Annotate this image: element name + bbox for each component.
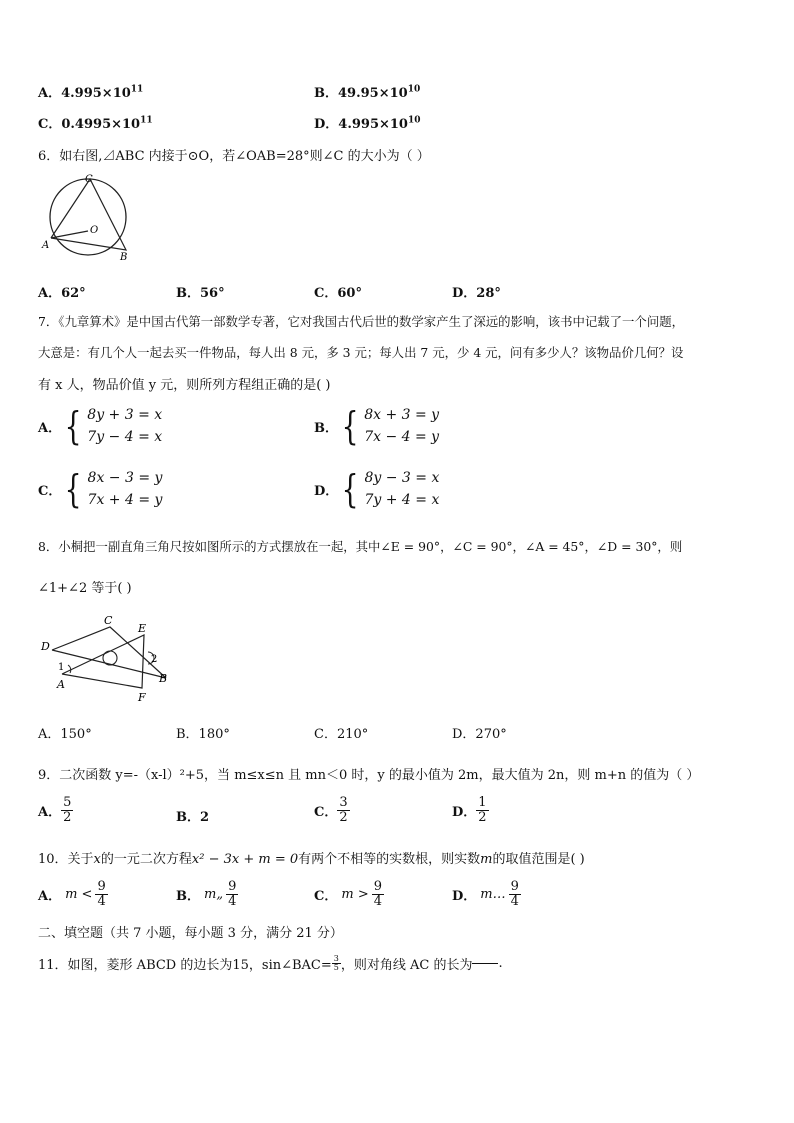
q6-label-o: O (90, 225, 99, 236)
q7-option-a: A． { 8y + 3 = x 7y − 4 = x (38, 404, 163, 448)
q6-option-d: D．28° (452, 286, 501, 301)
q7-line-1: 7．《九章算术》是中国古代第一部数学专著，它对我国古代后世的数学家产生了深远的影响，该书中记载了一个问题， (38, 314, 684, 329)
q7-option-c: C． { 8x − 3 = y 7x + 4 = y (38, 467, 163, 511)
q6-label-a: A (42, 240, 50, 251)
q9-stem: 9．二次函数 y=-（x-l）²+5，当 m≤x≤n 且 mn＜0 时，y 的最小值为 2m，最大值为 2n，则 m+n 的值为（ ） (38, 768, 700, 783)
q6-label-b: B (120, 252, 128, 262)
q11-stem: 11．如图，菱形 ABCD 的边长为15，sin∠BAC= $\frac{3}{5}$ ，则对角线 AC 的长为 . (38, 954, 503, 973)
q8-line-2: ∠1+∠2 等于( ) (38, 581, 132, 596)
q5-option-b: B．$49.95\times 10^{10}$ (314, 84, 421, 101)
q6-stem: 6．如右图,⊿ABC 内接于⊙O，若∠OAB=28°则∠C 的大小为（ ） (38, 149, 430, 164)
q7-line-3: 有 x 人，物品价值 y 元，则所列方程组正确的是( ) (38, 378, 331, 393)
q7-option-b: B． { 8x + 3 = y 7x − 4 = y (314, 404, 440, 448)
q9-option-a: A． $\frac{5}{2}$ (38, 795, 72, 825)
q8-option-d: D．270° (452, 727, 507, 742)
q6-option-c: C．60° (314, 286, 362, 301)
q8-option-b: B．180° (176, 727, 230, 742)
q7-line-2: 大意是：有几个人一起去买一件物品，每人出 8 元，多 3 元；每人出 7 元，少 4 元，问有多少人？该物品价几何？设 (38, 345, 684, 360)
q7-option-d: D． { 8y − 3 = x 7y + 4 = x (314, 467, 440, 511)
q8-label-d: D (41, 640, 50, 653)
q9-option-c: C． $\frac{3}{2}$ (314, 795, 348, 825)
q8-figure (38, 610, 178, 706)
q8-label-a: A (57, 678, 65, 691)
q9-option-d: D． $\frac{1}{2}$ (452, 795, 487, 825)
q8-label-f: F (138, 691, 146, 704)
q8-label-2: 2 (151, 654, 158, 665)
q6-option-b: B．56° (176, 286, 225, 301)
q8-label-c: C (104, 614, 113, 627)
q8-label-1: 1 (58, 662, 65, 673)
q6-figure (38, 170, 138, 262)
q9-option-b: B．2 (176, 810, 210, 825)
q5-option-d: D．$4.995\times 10^{10}$ (314, 115, 421, 132)
q10-option-b: B． m„ $\frac{9}{4}$ (176, 879, 237, 909)
q5-option-a: A．$4.995\times 10^{11}$ (38, 84, 144, 101)
q8-line-1: 8．小桐把一副直角三角尺按如图所示的方式摆放在一起，其中∠E = 90°，∠C = 90°，∠A = 45°，∠D = 30°，则 (38, 539, 683, 554)
q5-option-c: C．$0.4995\times 10^{11}$ (38, 115, 153, 132)
q10-option-c: C． m > $\frac{9}{4}$ (314, 879, 382, 909)
q6-option-a: A．62° (38, 286, 86, 301)
q8-label-e: E (138, 622, 147, 635)
q6-label-c: C (85, 174, 93, 185)
section-heading-fill-in: 二、填空题（共 7 小题，每小题 3 分，满分 21 分） (38, 926, 343, 941)
q8-option-a: A．150° (38, 727, 92, 742)
q10-stem: 10．关于x的一元二次方程x² − 3x + m = 0有两个不相等的实数根，则实数m的取值范围是( ) (38, 852, 585, 867)
q10-option-d: D． m… $\frac{9}{4}$ (452, 879, 519, 909)
q8-option-c: C．210° (314, 727, 369, 742)
q11-answer-blank (472, 963, 498, 964)
q8-label-b: B (159, 672, 168, 685)
q10-option-a: A． m < $\frac{9}{4}$ (38, 879, 106, 909)
